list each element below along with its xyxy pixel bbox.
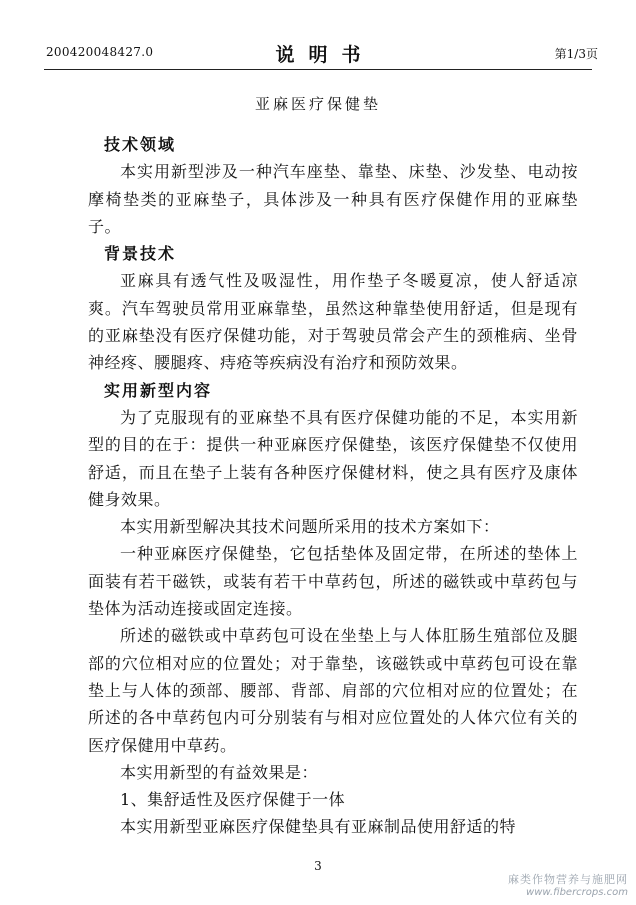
paragraph: 本实用新型的有益效果是： <box>120 762 319 782</box>
paragraph: 为了克服现有的亚麻垫不具有医疗保健功能的不足，本实用新型的目的在于：提供一种亚麻医疗保健垫，该医疗保健垫不仅使用舒适，而且在垫子上装有各种医疗保健材料，使之具有医疗及康体健身效果。 <box>88 407 578 509</box>
watermark <box>508 873 628 899</box>
paragraph: 所述的磁铁或中草药包可设在坐垫上与人体肛肠生殖部位及腿部的穴位相对应的位置处；对于靠垫，该磁铁或中草药包可设在靠垫上与人体的颈部、腰部、背部、肩部的穴位相对应的位置处；在所述的各中草药包内可分别装有与相对应位置处的人体穴位有关的医疗保健用中草药。 <box>88 626 578 755</box>
header-rule <box>44 69 592 70</box>
page-number: 3 <box>314 859 322 873</box>
section-heading: 实用新型内容 <box>104 380 213 400</box>
watermark-text: 麻类作物营养与施肥网 <box>508 873 628 886</box>
paragraph: 本实用新型涉及一种汽车座垫、靠垫、床垫、沙发垫、电动按摩椅垫类的亚麻垫子，具体涉及一种具有医疗保健作用的亚麻垫子。 <box>88 162 578 236</box>
section-heading: 背景技术 <box>104 244 177 264</box>
header-title: 说明书 <box>275 44 375 66</box>
paragraph: 亚麻具有透气性及吸湿性，用作垫子冬暖夏凉，使人舒适凉爽。汽车驾驶员常用亚麻靠垫，虽然这种靠垫使用舒适，但是现有的亚麻垫没有医疗保健功能，对于驾驶员常会产生的颈椎病、坐骨神经疼、腰腿疼、痔疮等疾病没有治疗和预防效果。 <box>88 271 578 373</box>
watermark-url: www.fibercrops.com <box>526 887 628 898</box>
paragraph: 本实用新型解决其技术问题所采用的技术方案如下： <box>120 517 500 537</box>
page-label: 第1/3页 <box>554 47 598 61</box>
application-number: 200420048427.0 <box>46 45 154 59</box>
paragraph: 本实用新型亚麻医疗保健垫具有亚麻制品使用舒适的特 <box>120 817 517 837</box>
document-title: 亚麻医疗保健垫 <box>254 95 381 113</box>
paragraph: 1、集舒适性及医疗保健于一体 <box>120 790 346 810</box>
paragraph: 一种亚麻医疗保健垫，它包括垫体及固定带，在所述的垫体上面装有若干磁铁，或装有若干中草药包，所述的磁铁或中草药包与垫体为活动连接或固定连接。 <box>88 544 578 619</box>
section-heading: 技术领域 <box>104 135 177 154</box>
document-body <box>88 131 578 841</box>
